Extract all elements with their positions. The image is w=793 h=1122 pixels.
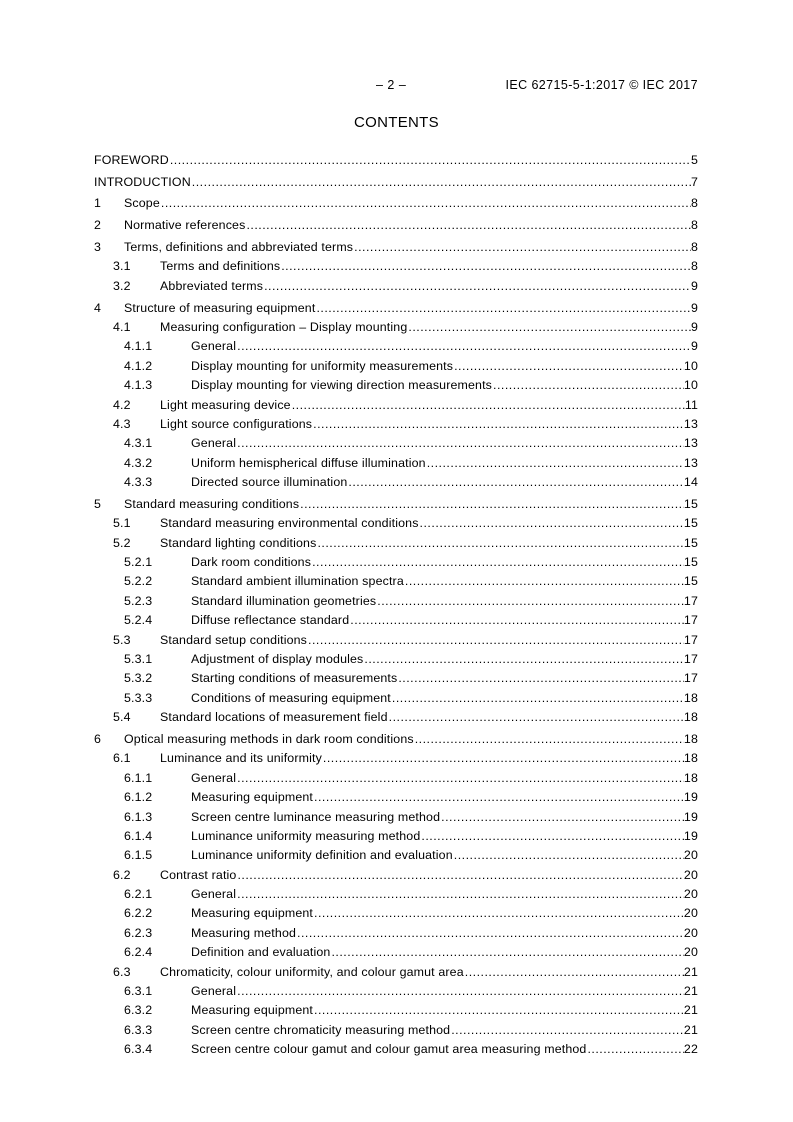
toc-entry-page: 21 (683, 1003, 698, 1018)
dot-leader (586, 1042, 683, 1056)
dot-leader (280, 259, 691, 273)
toc-entry-page: 8 (690, 218, 698, 233)
dot-leader (349, 613, 684, 627)
toc-entry-number: 6.3.1 (124, 984, 153, 999)
toc-entry-title: Luminance uniformity definition and evaluation (191, 848, 453, 863)
toc-entry-page: 15 (683, 535, 698, 550)
toc-entry-title: Optical measuring methods in dark room conditions (124, 731, 414, 746)
toc-entry-page: 15 (683, 574, 698, 589)
toc-entry-title: Measuring configuration – Display mounting (160, 319, 408, 334)
toc-entry-page: 10 (683, 378, 698, 393)
toc-entry-title: Chromaticity, colour uniformity, and colour gamut area (160, 964, 464, 979)
toc-entry[interactable] (94, 353, 698, 372)
toc-entry[interactable] (94, 470, 698, 489)
toc-entry-page: 22 (683, 1042, 698, 1057)
toc-entry-number: 6.2.3 (124, 925, 153, 940)
dot-leader (313, 1003, 684, 1017)
toc-entry-number: 3 (94, 239, 102, 254)
dot-leader (450, 1023, 684, 1037)
toc-entry-number: 4.1.3 (124, 378, 153, 393)
toc-entry[interactable] (94, 959, 698, 978)
toc-entry-page: 17 (683, 613, 698, 628)
toc-entry-title: Scope (124, 196, 160, 211)
toc-entry-number: 5.1 (113, 516, 131, 531)
toc-entry[interactable] (94, 588, 698, 607)
toc-entry-number: 5.3.3 (124, 690, 153, 705)
toc-entry[interactable] (94, 392, 698, 411)
dot-leader (236, 984, 684, 998)
toc-entry-title: Abbreviated terms (160, 278, 264, 293)
toc-entry[interactable] (94, 608, 698, 627)
dot-leader (440, 810, 684, 824)
toc-entry-page: 14 (683, 475, 698, 490)
toc-entry-title: Measuring equipment (191, 790, 314, 805)
dot-leader (313, 906, 684, 920)
toc-entry-page: 8 (690, 239, 698, 254)
toc-entry-page: 19 (683, 828, 698, 843)
toc-entry-title: Screen centre colour gamut and colour gamut area measuring method (191, 1042, 587, 1057)
toc-entry[interactable] (94, 334, 698, 353)
toc-entry-title: Standard measuring environmental conditions (160, 516, 419, 531)
toc-entry-page: 21 (683, 1022, 698, 1037)
toc-entry[interactable] (94, 765, 698, 784)
dot-leader (353, 240, 691, 254)
toc-entry-title: Uniform hemispherical diffuse illumination (191, 455, 426, 470)
toc-entry[interactable] (94, 979, 698, 998)
toc-entry-title: Directed source illumination (191, 475, 348, 490)
dot-leader (453, 359, 684, 373)
dot-leader (407, 320, 691, 334)
toc-entry[interactable] (94, 569, 698, 588)
toc-entry-number: 6.2.2 (124, 906, 153, 921)
toc-entry-title: General (191, 887, 237, 902)
dot-leader (263, 279, 691, 293)
toc-entry-page: 13 (683, 436, 698, 451)
toc-entry-title: Conditions of measuring equipment (191, 690, 391, 705)
toc-entry-page: 9 (690, 339, 698, 354)
toc-entry-page: 17 (683, 652, 698, 666)
dot-leader (316, 536, 683, 550)
toc-entry[interactable] (94, 824, 698, 843)
dot-leader (404, 574, 684, 588)
dot-leader (315, 301, 691, 315)
dot-leader (397, 671, 684, 685)
toc-entry-page: 20 (683, 887, 698, 902)
toc-entry[interactable] (94, 647, 698, 666)
page-header (0, 77, 793, 93)
toc-entry-page: 19 (683, 790, 698, 805)
toc-entry[interactable] (94, 843, 698, 862)
toc-entry[interactable] (94, 550, 698, 569)
toc-entry-number: 5.2 (113, 535, 131, 550)
toc-entry-title: Dark room conditions (191, 555, 312, 570)
toc-entry-title: Luminance uniformity measuring method (191, 828, 421, 843)
toc-entry-page: 19 (683, 809, 698, 824)
toc-entry-page: 9 (690, 300, 698, 315)
toc-entry[interactable] (94, 1017, 698, 1036)
dot-leader (453, 848, 684, 862)
toc-entry-page: 21 (683, 964, 698, 979)
toc-entry[interactable] (94, 189, 698, 211)
toc-entry-page: 17 (683, 593, 698, 608)
toc-entry-title: Normative references (124, 218, 246, 233)
toc-entry-number: 6.1.1 (124, 770, 153, 785)
toc-entry-title: General (191, 339, 237, 354)
toc-entry[interactable] (94, 940, 698, 959)
toc-entry-number: 5.2.4 (124, 613, 153, 628)
dot-leader (388, 710, 684, 724)
toc-entry-title: Measuring equipment (191, 1003, 314, 1018)
toc-entry-number: 6.2.1 (124, 887, 153, 902)
toc-entry-page: 18 (683, 751, 698, 766)
toc-entry-page: 13 (683, 455, 698, 470)
toc-entry-page: 11 (684, 397, 698, 412)
toc-entry[interactable] (94, 920, 698, 939)
dot-leader (322, 751, 684, 765)
toc-entry-number: 4 (94, 300, 102, 315)
table-of-contents (94, 145, 698, 1056)
toc-entry[interactable] (94, 450, 698, 469)
dot-leader (313, 790, 684, 804)
toc-entry-title: Display mounting for viewing direction measurements (191, 378, 493, 393)
toc-entry[interactable] (94, 315, 698, 334)
toc-entry-number: 6.3 (113, 964, 131, 979)
dot-leader (330, 945, 683, 959)
toc-entry-title: Contrast ratio (160, 867, 237, 882)
toc-entry-number: 5.3.2 (124, 671, 153, 686)
toc-entry[interactable] (94, 882, 698, 901)
dot-leader (347, 475, 684, 489)
toc-entry-page: 10 (683, 358, 698, 373)
toc-entry-page: 17 (683, 671, 698, 686)
toc-entry-number: 4.3.1 (124, 436, 153, 451)
toc-entry-title: FOREWORD (94, 152, 169, 167)
toc-entry-number: 6.1.5 (124, 848, 153, 863)
toc-entry-number: 6.1.2 (124, 790, 153, 805)
dot-leader (312, 417, 684, 431)
toc-entry-title: Definition and evaluation (191, 945, 331, 960)
toc-entry-title: General (191, 770, 237, 785)
dot-leader (236, 887, 684, 901)
toc-entry-number: 1 (94, 196, 102, 211)
toc-entry-page: 17 (683, 632, 698, 647)
dot-leader (169, 153, 691, 167)
toc-entry-number: 3.2 (113, 278, 131, 293)
toc-entry-page: 15 (683, 555, 698, 570)
document-id: IEC 62715-5-1:2017 © IEC 2017 (505, 78, 698, 92)
toc-entry-page: 15 (683, 496, 698, 511)
dot-leader (299, 497, 684, 511)
toc-entry[interactable] (94, 785, 698, 804)
toc-entry-title: Screen centre luminance measuring method (191, 809, 441, 824)
toc-entry-title: Structure of measuring equipment (124, 300, 316, 315)
toc-entry-title: Terms, definitions and abbreviated terms (124, 239, 354, 254)
toc-entry[interactable] (94, 431, 698, 450)
toc-entry[interactable] (94, 666, 698, 685)
toc-entry-number: 6.3.4 (124, 1042, 153, 1057)
toc-entry-number: 4.1.1 (124, 339, 153, 354)
toc-entry-page: 9 (690, 319, 698, 334)
toc-entry-title: Standard measuring conditions (124, 496, 300, 511)
toc-entry[interactable] (94, 998, 698, 1017)
dot-leader (414, 732, 684, 746)
toc-entry-number: 6.1.3 (124, 809, 153, 824)
toc-entry-title: Screen centre chromaticity measuring method (191, 1022, 451, 1037)
toc-entry[interactable] (94, 862, 698, 881)
toc-entry-title: Light measuring device (160, 397, 291, 412)
toc-entry-number: 4.1 (113, 319, 131, 334)
dot-leader (419, 516, 684, 530)
toc-entry[interactable] (94, 273, 698, 292)
dot-leader (363, 652, 684, 666)
toc-entry[interactable] (94, 232, 698, 254)
dot-leader (236, 771, 684, 785)
toc-entry-page: 18 (683, 710, 698, 725)
toc-entry[interactable] (94, 705, 698, 724)
toc-entry-number: 4.1.2 (124, 358, 153, 373)
toc-entry-number: 4.2 (113, 397, 131, 412)
toc-entry-number: 6.3.2 (124, 1003, 153, 1018)
toc-entry[interactable] (94, 511, 698, 530)
toc-entry-page: 8 (690, 259, 698, 274)
dot-leader (307, 633, 684, 647)
toc-entry-number: 6.2 (113, 867, 131, 882)
toc-entry-page: 13 (683, 416, 698, 431)
toc-entry[interactable] (94, 489, 698, 511)
dot-leader (420, 829, 684, 843)
toc-entry-page: 20 (683, 945, 698, 960)
toc-entry-page: 18 (683, 690, 698, 705)
toc-entry-page: 15 (683, 516, 698, 531)
toc-entry-title: Starting conditions of measurements (191, 671, 398, 686)
toc-entry[interactable] (94, 530, 698, 549)
toc-entry[interactable] (94, 293, 698, 315)
toc-entry-number: 5.3 (113, 632, 131, 647)
toc-entry[interactable] (94, 210, 698, 232)
toc-entry-title: Luminance and its uniformity (160, 751, 322, 766)
dot-leader (376, 594, 684, 608)
dot-leader (426, 456, 684, 470)
toc-entry[interactable] (94, 1037, 698, 1056)
toc-entry-title: Standard ambient illumination spectra (191, 574, 404, 589)
toc-entry[interactable] (94, 901, 698, 920)
toc-entry-page: 18 (683, 731, 698, 746)
toc-entry-number: 5.2.1 (124, 555, 153, 570)
dot-leader (191, 175, 691, 189)
page-number: – 2 – (376, 78, 407, 92)
toc-entry-number: 4.3 (113, 416, 131, 431)
toc-entry-page: 18 (683, 770, 698, 785)
toc-entry-number: 5 (94, 496, 102, 511)
toc-entry[interactable] (94, 145, 698, 167)
toc-entry-page: 5 (690, 152, 698, 167)
contents-title: CONTENTS (354, 114, 439, 131)
toc-entry[interactable] (94, 254, 698, 273)
toc-entry-title: Standard lighting conditions (160, 535, 317, 550)
toc-entry-page: 7 (690, 174, 698, 189)
dot-leader (492, 378, 684, 392)
toc-entry-page: 8 (690, 196, 698, 211)
toc-entry-title: General (191, 436, 237, 451)
toc-entry[interactable] (94, 685, 698, 704)
toc-entry-title: Standard locations of measurement field (160, 710, 388, 725)
toc-entry[interactable] (94, 373, 698, 392)
toc-entry-number: 6.1.4 (124, 828, 153, 843)
toc-entry-title: Measuring equipment (191, 906, 314, 921)
toc-entry-title: Terms and definitions (160, 259, 281, 274)
toc-entry[interactable] (94, 804, 698, 823)
toc-entry-page: 9 (690, 278, 698, 293)
toc-entry-number: 4.3.2 (124, 455, 153, 470)
dot-leader (296, 926, 684, 940)
toc-entry-number: 5.3.1 (124, 652, 153, 666)
dot-leader (464, 965, 684, 979)
toc-entry-title: Light source configurations (160, 416, 313, 431)
toc-entry[interactable] (94, 627, 698, 646)
toc-entry-number: 6.2.4 (124, 945, 153, 960)
dot-leader (236, 436, 684, 450)
toc-entry-title: Standard setup conditions (160, 632, 308, 647)
dot-leader (160, 196, 691, 210)
toc-entry-page: 21 (683, 984, 698, 999)
toc-entry-page: 20 (683, 906, 698, 921)
toc-entry-title: General (191, 984, 237, 999)
toc-entry-page: 20 (683, 867, 698, 882)
toc-entry-title: Diffuse reflectance standard (191, 613, 350, 628)
toc-entry-title: Adjustment of display modules (191, 652, 364, 666)
toc-entry[interactable] (94, 412, 698, 431)
toc-entry-page: 20 (683, 848, 698, 863)
toc-entry-title: Display mounting for uniformity measurements (191, 358, 454, 373)
dot-leader (291, 398, 685, 412)
toc-entry[interactable] (94, 724, 698, 746)
toc-entry-number: 3.1 (113, 259, 131, 274)
toc-entry-title: Standard illumination geometries (191, 593, 377, 608)
toc-entry-page: 20 (683, 925, 698, 940)
dot-leader (236, 868, 683, 882)
toc-entry-title: Measuring method (191, 925, 297, 940)
toc-entry-number: 6.1 (113, 751, 131, 766)
dot-leader (245, 218, 691, 232)
toc-entry[interactable] (94, 746, 698, 765)
toc-entry-number: 6 (94, 731, 102, 746)
toc-entry-number: 2 (94, 218, 102, 233)
toc-entry-number: 6.3.3 (124, 1022, 153, 1037)
toc-entry[interactable] (94, 167, 698, 189)
dot-leader (236, 339, 691, 353)
toc-entry-number: 5.4 (113, 710, 131, 725)
toc-entry-title: INTRODUCTION (94, 174, 191, 189)
dot-leader (311, 555, 684, 569)
toc-entry-number: 5.2.2 (124, 574, 153, 589)
dot-leader (391, 691, 684, 705)
toc-entry-number: 4.3.3 (124, 475, 153, 490)
toc-entry-number: 5.2.3 (124, 593, 153, 608)
